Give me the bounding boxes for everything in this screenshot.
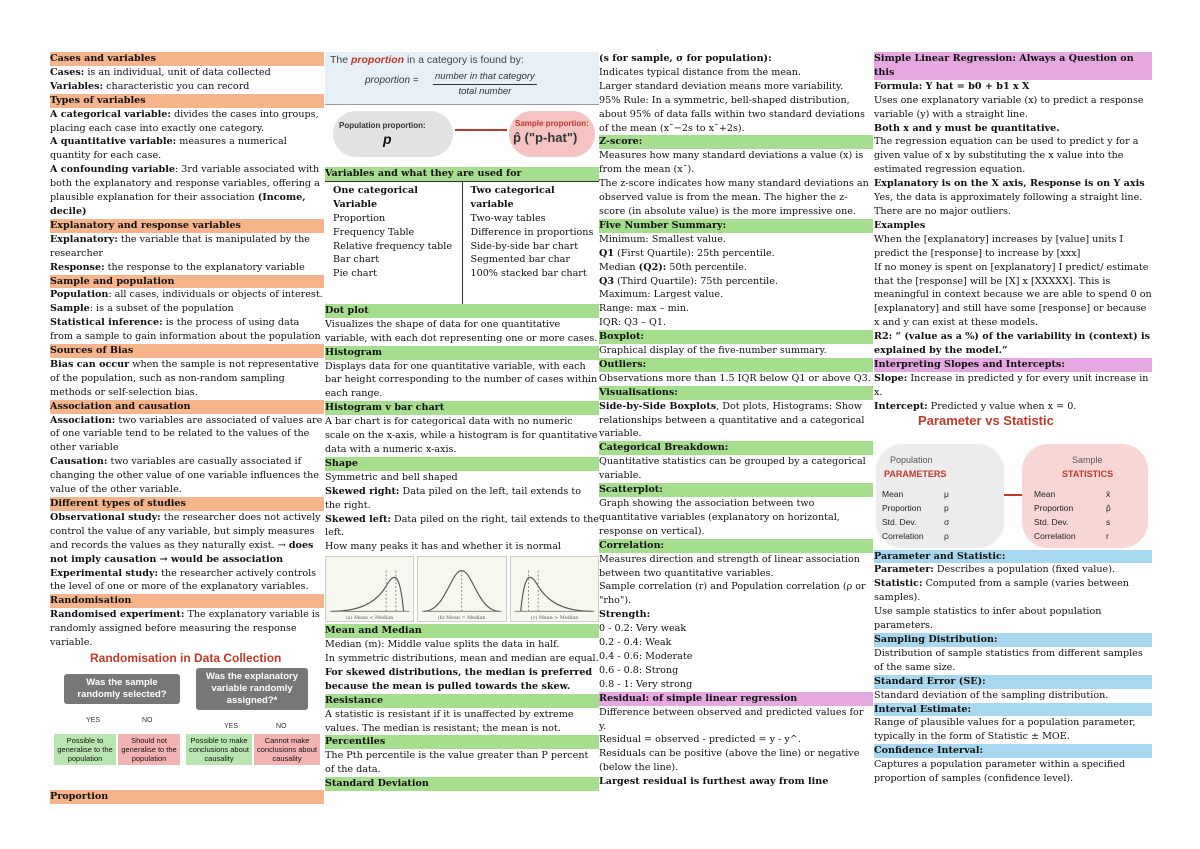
term: Skewed right: bbox=[325, 485, 400, 497]
sample-cloud bbox=[509, 111, 595, 157]
term: Q1 bbox=[599, 247, 615, 259]
paragraph: Maximum: Largest value. bbox=[599, 289, 724, 301]
term: Skewed left: bbox=[325, 513, 391, 525]
paragraph: Median (m): Middle value splits the data in half. bbox=[325, 639, 560, 651]
definition: two variables are associated of values are of one variable tend to be related to the values of the other variable bbox=[50, 414, 323, 454]
section-heading: Histogram v bar chart bbox=[325, 401, 599, 415]
list-item: Difference in proportions bbox=[470, 226, 594, 238]
section-heading: Proportion bbox=[50, 790, 324, 804]
list-item: Pie chart bbox=[333, 268, 377, 280]
param-row bbox=[882, 530, 1010, 544]
definition: measures a numerical quantity for each case. bbox=[50, 136, 287, 162]
definition: (First Quartile): 25th percentile. bbox=[614, 247, 775, 259]
section-heading: Parameter and Statistic: bbox=[874, 550, 1152, 564]
column-1 bbox=[50, 52, 324, 804]
paragraph: IQR: Q3 – Q1. bbox=[599, 317, 667, 329]
row-label: Correlation bbox=[1034, 530, 1076, 541]
param-symbol: σ bbox=[944, 516, 950, 527]
stat-row bbox=[1034, 516, 1160, 530]
definition: the researcher does not actively control the value of any variable, but simply measures and records the values as they naturally exist. → bbox=[50, 511, 321, 551]
section-heading: Residual: of simple linear regression bbox=[599, 692, 873, 706]
section-heading: Dot plot bbox=[325, 304, 599, 318]
population-box bbox=[876, 444, 1004, 548]
paragraph-emphasis: (s for sample, σ for population): bbox=[599, 53, 772, 64]
section-heading: Different types of studies bbox=[50, 497, 324, 511]
paragraph: Sample correlation (r) and Population correlation (ρ or "rho"). bbox=[599, 581, 866, 607]
param-symbol: μ bbox=[944, 488, 949, 499]
definition: the variable that is manipulated by the researcher bbox=[50, 233, 310, 259]
no-label: NO bbox=[276, 722, 287, 730]
stat-row bbox=[1034, 488, 1160, 502]
paragraph: Observations more than 1.5 IQR below Q1 or above Q3. bbox=[599, 372, 871, 384]
title-emphasis: proportion bbox=[351, 54, 405, 66]
paragraph: A bar chart is for categorical data with no numeric scale on the x-axis, while a histogram is for quantitative data with a numeric x-axis. bbox=[325, 416, 598, 455]
term: Randomised experiment: bbox=[50, 609, 185, 621]
column-2 bbox=[325, 52, 599, 791]
param-symbol: ρ bbox=[944, 530, 949, 541]
term: Variables: bbox=[50, 80, 104, 92]
section-heading: Scatterplot: bbox=[599, 483, 873, 497]
population-label: Population bbox=[890, 454, 933, 465]
sample-box bbox=[1022, 444, 1148, 548]
term: Experimental study: bbox=[50, 567, 159, 579]
outcome-causality: Possible to make conclusions about causality bbox=[186, 734, 252, 765]
list-item: Proportion bbox=[333, 212, 386, 224]
paragraph: Displays data for one quantitative variable, with each bar height corresponding to the number of cases within each range. bbox=[325, 360, 598, 400]
paragraph: Measures direction and strength of linear association between two quantitative variables. bbox=[599, 553, 860, 579]
section-heading: Sampling Distribution: bbox=[874, 633, 1152, 647]
curve-right-skew bbox=[510, 556, 599, 622]
row-label: Std. Dev. bbox=[882, 516, 917, 527]
param-row bbox=[882, 516, 1010, 530]
paragraph: Symmetric and bell shaped bbox=[325, 471, 458, 483]
term: Sample bbox=[50, 303, 90, 315]
question-box-sampling: Was the sample randomly selected? bbox=[64, 674, 180, 704]
paragraph: Distribution of sample statistics from different samples of the same size. bbox=[874, 647, 1143, 673]
paragraph: Minimum: Smallest value. bbox=[599, 233, 726, 245]
outcome-not-generalise: Should not generalise to the population bbox=[118, 734, 180, 765]
paragraph-emphasis: Explanatory is on the X axis, Response is on Y axis bbox=[874, 178, 1145, 190]
term: A categorical variable: bbox=[50, 108, 171, 120]
list-item: Relative frequency table bbox=[333, 240, 453, 252]
section-heading: Boxplot: bbox=[599, 330, 873, 344]
one-categorical-column bbox=[325, 182, 462, 304]
definition: (Third Quartile): 75th percentile. bbox=[614, 275, 778, 287]
section-heading: Standard Deviation bbox=[325, 777, 599, 791]
section-heading: Percentiles bbox=[325, 735, 599, 749]
proportion-clouds bbox=[325, 105, 599, 167]
param-row bbox=[882, 502, 1010, 516]
title-text: The bbox=[330, 54, 352, 66]
emphasis: does not imply causation → would be association bbox=[50, 539, 314, 565]
list-item: Two-way tables bbox=[470, 212, 546, 224]
column-3 bbox=[599, 52, 873, 789]
statistics-label: STATISTICS bbox=[1062, 468, 1114, 479]
paragraph: Uses one explanatory variable (x) to predict a response variable (y) with a straight line. bbox=[874, 94, 1144, 120]
term: Observational study: bbox=[50, 511, 161, 523]
definition: Data piled on the right, tail extends to the left. bbox=[325, 513, 599, 539]
paragraph: The Pth percentile is the value greater than P percent of the data. bbox=[325, 750, 589, 776]
example: (Income, decile) bbox=[50, 192, 306, 217]
proportion-formula bbox=[325, 52, 599, 105]
row-label: Std. Dev. bbox=[1034, 516, 1069, 527]
paragraph: Standard deviation of the sampling distribution. bbox=[874, 689, 1109, 701]
section-heading: Correlation: bbox=[599, 539, 873, 553]
diagram-title: Parameter vs Statistic bbox=[918, 412, 1054, 428]
paragraph: Measures how many standard deviations a value (x) is from the mean (x¯). bbox=[599, 150, 864, 176]
no-label: NO bbox=[142, 716, 153, 724]
definition: Describes a population (fixed value). bbox=[933, 564, 1116, 576]
paragraph: Use sample statistics to infer about population parameters. bbox=[874, 606, 1102, 632]
section-heading: Z-score: bbox=[599, 135, 873, 149]
list-item: 0 - 0.2: Very weak bbox=[599, 623, 687, 635]
definition: : 3rd variable associated with both the explanatory and response variables, offering a plausible explanation for their association bbox=[50, 164, 320, 204]
section-heading: Outliers: bbox=[599, 358, 873, 372]
definition: The explanatory variable is randomly assigned before measuring the response variable. bbox=[50, 609, 320, 649]
section-heading: Shape bbox=[325, 457, 599, 471]
randomisation-diagram bbox=[50, 650, 324, 790]
row-label: Correlation bbox=[882, 530, 924, 541]
paragraph-emphasis: Both x and y must be quantitative. bbox=[874, 122, 1060, 134]
section-heading: Types of variables bbox=[50, 94, 324, 108]
population-symbol: p bbox=[383, 131, 392, 147]
section-heading: Explanatory and response variables bbox=[50, 219, 324, 233]
definition: Computed from a sample (varies between samples). bbox=[874, 578, 1129, 604]
yes-label: YES bbox=[86, 716, 101, 724]
formula-title bbox=[330, 54, 524, 68]
stat-row bbox=[1034, 502, 1160, 516]
term: Association: bbox=[50, 414, 116, 426]
paragraph: Residual = observed - predicted = y - y^. bbox=[599, 734, 801, 746]
section-heading: Categorical Breakdown: bbox=[599, 441, 873, 455]
paragraph: In symmetric distributions, mean and median are equal. bbox=[325, 653, 599, 665]
table-header: One categorical Variable bbox=[333, 184, 418, 210]
paragraph-emphasis: For skewed distributions, the median is preferred because the mean is pulled towards the skew. bbox=[325, 666, 593, 692]
section-heading: Randomisation bbox=[50, 594, 324, 608]
term: Bias can occur bbox=[50, 358, 130, 370]
question-box-assignment: Was the explanatory variable randomly assigned?* bbox=[196, 668, 308, 710]
diagram-title: Randomisation in Data Collection bbox=[90, 650, 282, 665]
term: A quantitative variable: bbox=[50, 136, 177, 148]
definition: : all cases, individuals or objects of interest. bbox=[108, 289, 323, 301]
paragraph-emphasis: Largest residual is furthest away from line bbox=[599, 776, 829, 788]
list-item: 0.6 - 0.8: Strong bbox=[599, 664, 679, 676]
term: Statistical inference: bbox=[50, 317, 163, 329]
paragraph: Larger standard deviation means more variability. bbox=[599, 80, 844, 92]
paragraph: The regression equation can be used to predict y for a given value of x by substituting the x value into the estimated regression equation. bbox=[874, 136, 1139, 176]
list-item: 0.4 - 0.6: Moderate bbox=[599, 650, 693, 662]
paragraph: Graph showing the association between two quantitative variables (explanatory on horizontal, response on vertical). bbox=[599, 498, 840, 537]
term: A confounding variable bbox=[50, 164, 176, 176]
definition: 50th percentile. bbox=[666, 261, 748, 273]
definition: when the sample is not representative of the population, such as non-random sampling methods or self-selection bias. bbox=[50, 358, 319, 398]
param-symbol: p bbox=[944, 502, 949, 513]
paragraph: How many peaks it has and whether it is normal bbox=[325, 541, 561, 553]
section-heading: Association and causation bbox=[50, 400, 324, 414]
definition: characteristic you can record bbox=[103, 80, 250, 92]
definition: Increase in predicted y for every unit increase in x. bbox=[874, 372, 1149, 398]
section-heading: Histogram bbox=[325, 346, 599, 360]
section-heading: Resistance bbox=[325, 694, 599, 708]
subheading: Examples bbox=[874, 219, 926, 231]
paragraph: Captures a population parameter within a specified proportion of samples (confidence level). bbox=[874, 759, 1126, 785]
paragraph: Graphical display of the five-number summary. bbox=[599, 345, 827, 357]
term: Median bbox=[599, 261, 639, 273]
paragraph: Difference between observed and predicted values for y. bbox=[599, 706, 864, 732]
section-heading: Visualisations: bbox=[599, 386, 873, 400]
list-item: 0.8 - 1: Very strong bbox=[599, 678, 693, 690]
formula-lhs: proportion = bbox=[365, 75, 419, 86]
outcome-no-causality: Cannot make conclusions about causality bbox=[254, 734, 320, 765]
definition: is an individual, unit of data collected bbox=[84, 66, 271, 78]
row-label: Proportion bbox=[1034, 502, 1074, 513]
two-categorical-column bbox=[462, 182, 600, 304]
numerator: number in that category bbox=[433, 70, 537, 85]
row-label: Mean bbox=[1034, 488, 1056, 499]
sample-label: Sample bbox=[1072, 454, 1103, 465]
definition: two variables are casually associated if changing the other value of one variable influences the value of the other variable. bbox=[50, 456, 319, 496]
stat-row bbox=[1034, 530, 1160, 544]
paragraph: When the [explanatory] increases by [value] units I predict the [response] to increase by [xxx] bbox=[874, 233, 1124, 259]
paragraph: A statistic is resistant if it is unaffected by extreme values. The median is resistant; the mean is not. bbox=[325, 708, 574, 734]
paragraph: Indicates typical distance from the mean. bbox=[599, 66, 802, 78]
column-4 bbox=[874, 52, 1152, 786]
sample-label: Sample proportion: bbox=[515, 119, 589, 128]
list-item: Side-by-side bar chart bbox=[470, 240, 579, 252]
paragraph: Quantitative statistics can be grouped by a categorical variable. bbox=[599, 456, 866, 482]
paragraph: Range: max – min. bbox=[599, 303, 689, 315]
term: Q3 bbox=[599, 275, 615, 287]
section-heading: Sources of Bias bbox=[50, 344, 324, 358]
denominator: total number bbox=[458, 85, 512, 97]
table-header: Two categorical variable bbox=[470, 184, 555, 210]
row-label: Mean bbox=[882, 488, 904, 499]
population-cloud bbox=[333, 111, 453, 157]
list-item: Bar chart bbox=[333, 254, 380, 266]
arrow-icon bbox=[455, 129, 507, 131]
term: (Q2): bbox=[638, 261, 667, 273]
section-heading: Confidence Interval: bbox=[874, 744, 1152, 758]
section-heading: Variables and what they are used for bbox=[325, 167, 599, 181]
list-item: Segmented bar char bbox=[470, 254, 570, 266]
section-heading: Five Number Summary: bbox=[599, 219, 873, 233]
paragraph: Visualizes the shape of data for one quantitative variable, with each dot representing one or more cases. bbox=[325, 318, 598, 344]
paragraph: Range of plausible values for a population parameter, typically in the form of Statistic ± MOE. bbox=[874, 717, 1136, 743]
stat-symbol: p̂ bbox=[1106, 502, 1111, 513]
list-item: 100% stacked bar chart bbox=[470, 268, 587, 280]
param-row bbox=[882, 488, 1010, 502]
formula-fraction bbox=[433, 70, 537, 99]
row-label: Proportion bbox=[882, 502, 922, 513]
arrow-icon bbox=[1004, 494, 1022, 496]
term: Explanatory: bbox=[50, 233, 118, 245]
definition: divides the cases into groups, placing each case into exactly one category. bbox=[50, 108, 319, 134]
term: Statistic: bbox=[874, 578, 923, 590]
section-heading: Interval Estimate: bbox=[874, 703, 1152, 717]
curve-caption: (a) Mean < Median bbox=[345, 616, 394, 622]
section-heading: Mean and Median bbox=[325, 624, 599, 638]
list-item: Frequency Table bbox=[333, 226, 415, 238]
term: Causation: bbox=[50, 456, 108, 468]
term: Cases: bbox=[50, 66, 85, 78]
term: Intercept: bbox=[874, 400, 928, 412]
curve-symmetric bbox=[417, 556, 506, 622]
curve-left-skew bbox=[325, 556, 414, 622]
definition: Data piled on the left, tail extends to the right. bbox=[325, 485, 582, 511]
list-item: 0.2 - 0.4: Weak bbox=[599, 637, 672, 649]
term: Response: bbox=[50, 261, 105, 273]
population-label: Population proportion: bbox=[339, 121, 426, 130]
definition: the response to the explanatory variable bbox=[104, 261, 305, 273]
paragraph: The z-score indicates how many standard deviations an observed value is from the mean. The higher the z-score (in absolute value) is the more impressive one. bbox=[599, 178, 869, 217]
paragraph: Residuals can be positive (above the line) or negative (below the line). bbox=[599, 748, 860, 774]
section-heading: Standard Error (SE): bbox=[874, 675, 1152, 689]
term: Slope: bbox=[874, 372, 908, 384]
skew-curves bbox=[325, 556, 599, 622]
term: Side-by-Side Boxplots bbox=[599, 400, 717, 412]
subheading: Strength: bbox=[599, 609, 651, 621]
section-heading: Cases and variables bbox=[50, 52, 324, 66]
definition: the researcher actively controls the level of one or more of the explanatory variables. bbox=[50, 567, 317, 593]
curve-caption: (b) Mean = Median bbox=[438, 616, 486, 622]
curve-caption: (c) Mean > Median bbox=[530, 616, 578, 622]
parameters-label: PARAMETERS bbox=[884, 468, 947, 479]
definition: , Dot plots, Histograms: Show relationships between a quantitative and a categorical variable. bbox=[599, 400, 865, 440]
variables-table bbox=[325, 181, 599, 304]
paragraph-emphasis: R2: “ (value as a %) of the variability in (context) is explained by the model.” bbox=[874, 331, 1151, 357]
stat-symbol: r bbox=[1106, 530, 1109, 541]
parameter-vs-statistic-diagram bbox=[874, 414, 1152, 550]
definition: Predicted y value when x = 0. bbox=[927, 400, 1077, 412]
stat-symbol: s bbox=[1106, 516, 1111, 527]
definition: is the process of using data from a sample to gain information about the population bbox=[50, 317, 321, 343]
section-heading: Interpreting Slopes and Intercepts: bbox=[874, 358, 1152, 372]
title-text: in a category is found by: bbox=[404, 54, 524, 66]
paragraph: Yes, the data is approximately following a straight line. There are no major outliers. bbox=[874, 192, 1143, 217]
section-heading: Simple Linear Regression: Always a Question on this bbox=[874, 52, 1152, 80]
term: Parameter: bbox=[874, 564, 934, 576]
outcome-generalise: Possible to generalise to the population bbox=[54, 734, 116, 765]
stat-symbol: x̄ bbox=[1106, 488, 1111, 499]
definition: : is a subset of the population bbox=[89, 303, 234, 315]
yes-label: YES bbox=[224, 722, 239, 730]
sample-symbol: p̂ ("p-hat") bbox=[513, 130, 578, 145]
term: Population bbox=[50, 289, 109, 301]
section-heading: Sample and population bbox=[50, 275, 324, 289]
paragraph: If no money is spent on [explanatory] I predict/ estimate that the [response] will be [X] x [XXXXX]. This is meaningful in context because we are able to spend 0 on [explanatory] and still have some [response] or because x and y can exist at these models. bbox=[874, 261, 1152, 329]
formula: Formula: Y hat = b0 + b1 x X bbox=[874, 80, 1030, 92]
paragraph: 95% Rule: In a symmetric, bell-shaped distribution, about 95% of data falls within two standard deviations of the mean (x¯−2s to x¯+2s). bbox=[599, 94, 865, 134]
